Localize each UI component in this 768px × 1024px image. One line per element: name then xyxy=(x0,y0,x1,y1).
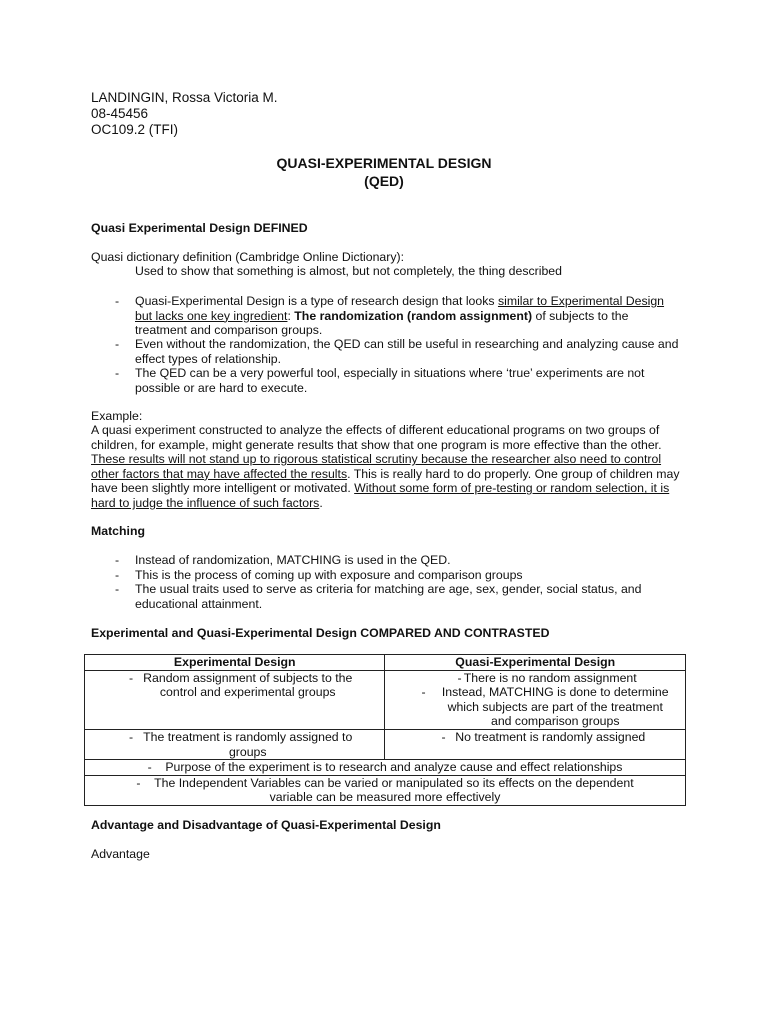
list-item: - The usual traits used to serve as criteria for matching are age, sex, gender, social status, and educational attainment. xyxy=(115,582,642,611)
author-name: LANDINGIN, Rossa Victoria M. xyxy=(91,90,278,105)
section-heading-advantage: Advantage and Disadvantage of Quasi-Experimental Design xyxy=(91,818,441,832)
section-heading-defined: Quasi Experimental Design DEFINED xyxy=(91,221,308,235)
list-item: - Quasi-Experimental Design is a type of research design that looks similar to Experimental Design but lacks one key ingredient: The randomization (random assignment) of subjects to the treatment and comparison groups. xyxy=(115,294,665,338)
table-cell: - Random assignment of subjects to the control and experimental groups xyxy=(85,670,385,729)
table-cell: - The treatment is randomly assigned to groups xyxy=(85,729,385,759)
table-row xyxy=(85,760,686,776)
section-heading-matching: Matching xyxy=(91,524,145,538)
list-item: - This is the process of coming up with exposure and comparison groups xyxy=(115,568,523,582)
bullet-dash: - xyxy=(115,553,120,567)
list-item: - Instead of randomization, MATCHING is used in the QED. xyxy=(115,553,451,567)
bullet-dash: - xyxy=(115,366,120,380)
student-id: 08-45456 xyxy=(91,106,149,121)
list-item: - The QED can be a very powerful tool, especially in situations where ‘true’ experiments are not possible or are hard to execute. xyxy=(115,366,645,395)
advantage-label: Advantage xyxy=(91,847,150,861)
bullet-dash: - xyxy=(115,294,120,308)
bullet-dash: - xyxy=(115,568,120,582)
example-paragraph: A quasi experiment constructed to analyze the effects of different educational programs on two groups of children, for example, might generate results that show that one program is more effective than the other. These results will not stand up to rigorous statistical scrutiny because the researcher also need to control other factors that may have affected the results. This is really hard to do properly. One group of children may have been slightly more intelligent or motivated. Without some form of pre-testing or random selection, it is hard to judge the influence of such factors. xyxy=(91,423,680,510)
example-label: Example: xyxy=(91,409,143,423)
table-row xyxy=(85,670,686,729)
table-row xyxy=(85,775,686,805)
table-header-experimental: Experimental Design xyxy=(85,655,385,671)
page-title: QUASI-EXPERIMENTAL DESIGN xyxy=(276,155,492,171)
page-subtitle: (QED) xyxy=(364,173,404,189)
table-row xyxy=(85,655,686,671)
bullet-dash: - xyxy=(115,582,120,596)
list-item: - Even without the randomization, the QED can still be useful in researching and analyzing cause and effect types of relationship. xyxy=(115,337,679,366)
course-code: OC109.2 (TFI) xyxy=(91,122,179,137)
table-cell: - There is no random assignment - Instead, MATCHING is done to determine which subjects are part of the treatment and comparison groups xyxy=(385,670,686,729)
table-cell-merged: - The Independent Variables can be varied or manipulated so its effects on the dependent variable can be measured more effectively xyxy=(85,775,686,805)
table-header-quasi: Quasi-Experimental Design xyxy=(385,655,686,671)
bullet-dash: - xyxy=(115,337,120,351)
dictionary-label: Quasi dictionary definition (Cambridge Online Dictionary): xyxy=(91,250,405,264)
comparison-table xyxy=(84,654,686,806)
section-heading-compare: Experimental and Quasi-Experimental Design COMPARED AND CONTRASTED xyxy=(91,626,550,640)
table-cell: - No treatment is randomly assigned xyxy=(385,729,686,759)
table-row xyxy=(85,729,686,759)
table-cell-merged: - Purpose of the experiment is to research and analyze cause and effect relationships xyxy=(85,760,686,776)
dictionary-definition: Used to show that something is almost, but not completely, the thing described xyxy=(135,264,562,278)
